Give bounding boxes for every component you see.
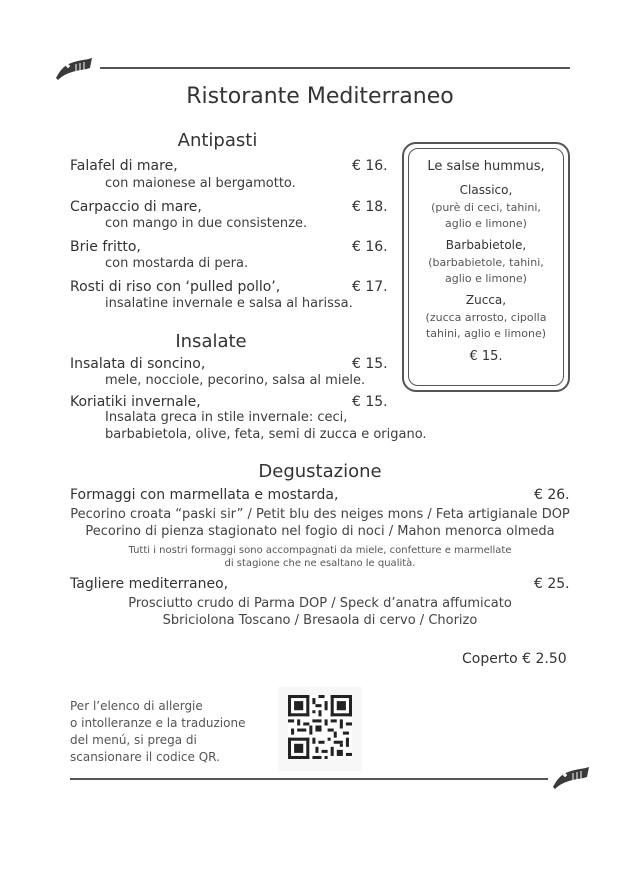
cheese-list-line: Pecorino croata “paski sir” / Petit blu des neiges mons / Feta artigianale DOP <box>70 507 570 522</box>
hummus-title: Le salse hummus, <box>427 159 545 174</box>
allergy-line: del menú, si prega di <box>70 733 197 747</box>
menu-item-name: Tagliere mediterraneo, <box>70 576 229 592</box>
hummus-variant-desc: aglio e limone) <box>445 272 527 285</box>
menu-item-name: Formaggi con marmellata e mostarda, <box>70 487 339 503</box>
tagliere-list-line: Sbriciolona Toscano / Bresaola di cervo / Chorizo <box>162 613 478 628</box>
hummus-variant-desc: aglio e limone) <box>445 217 527 230</box>
hummus-variant-desc: (barbabietole, tahini, <box>428 256 544 269</box>
hummus-variant-name: Classico, <box>459 183 513 197</box>
qr-code-icon[interactable] <box>288 695 352 759</box>
hummus-price: € 15. <box>469 349 503 364</box>
menu-item-desc: con maionese al bergamotto. <box>105 176 296 191</box>
section-title-insalate: Insalate <box>175 331 247 352</box>
section-title-degustazione: Degustazione <box>258 461 382 482</box>
hummus-variant-desc: (zucca arrosto, cipolla <box>425 311 547 324</box>
cheese-note: di stagione che ne esaltano le qualità. <box>224 558 416 569</box>
menu-item-name: Insalata di soncino, <box>70 356 206 372</box>
section-title-antipasti: Antipasti <box>177 130 258 151</box>
menu-item-price: € 16. <box>352 239 388 255</box>
menu-item-price: € 26. <box>534 487 570 503</box>
allergy-note <box>70 698 270 766</box>
hummus-variant-desc: tahini, aglio e limone) <box>425 327 547 340</box>
hummus-variant-name: Zucca, <box>465 293 507 307</box>
cheese-note: Tutti i nostri formaggi sono accompagnati da miele, confetture e marmellate <box>128 545 512 556</box>
tagliere-list-line: Prosciutto crudo di Parma DOP / Speck d’anatra affumicato <box>128 596 512 611</box>
ship-flag-icon <box>54 56 94 82</box>
coperto-price: Coperto € 2.50 <box>462 651 567 667</box>
menu-item-desc: con mango in due consistenze. <box>105 216 308 231</box>
allergy-line: scansionare il codice QR. <box>70 750 220 764</box>
allergy-line: o intolleranze e la traduzione <box>70 716 246 730</box>
menu-item-price: € 18. <box>352 199 388 215</box>
menu-item-name: Carpaccio di mare, <box>70 199 202 215</box>
page-title: Ristorante Mediterraneo <box>186 84 454 109</box>
menu-item-price: € 15. <box>352 356 388 372</box>
menu-item-price: € 15. <box>352 394 388 410</box>
menu-item-name: Brie fritto, <box>70 239 141 255</box>
menu-item-price: € 17. <box>352 279 388 295</box>
menu-item-price: € 16. <box>352 158 388 174</box>
cheese-list-line: Pecorino di pienza stagionato nel fogio di noci / Mahon menorca olmeda <box>85 524 555 539</box>
menu-item-desc: insalatine invernale e salsa al harissa. <box>105 296 353 311</box>
bottom-rule <box>70 778 548 780</box>
hummus-variant-desc: (purè di ceci, tahini, <box>431 201 541 214</box>
hummus-variant-name: Barbabietole, <box>445 238 527 252</box>
menu-item-desc: mele, nocciole, pecorino, salsa al miele. <box>105 373 366 388</box>
allergy-line: Per l’elenco di allergie <box>70 699 203 713</box>
menu-item-desc: con mostarda di pera. <box>105 256 249 271</box>
menu-item-desc: Insalata greca in stile invernale: ceci, <box>105 410 348 425</box>
ship-flag-icon <box>551 765 591 791</box>
menu-item-desc: barbabietola, olive, feta, semi di zucca e origano. <box>105 427 427 442</box>
top-rule <box>100 67 570 69</box>
menu-item-name: Rosti di riso con ‘pulled pollo’, <box>70 279 281 295</box>
menu-item-price: € 25. <box>534 576 570 592</box>
menu-item-name: Falafel di mare, <box>70 158 178 174</box>
menu-item-name: Koriatiki invernale, <box>70 394 201 410</box>
